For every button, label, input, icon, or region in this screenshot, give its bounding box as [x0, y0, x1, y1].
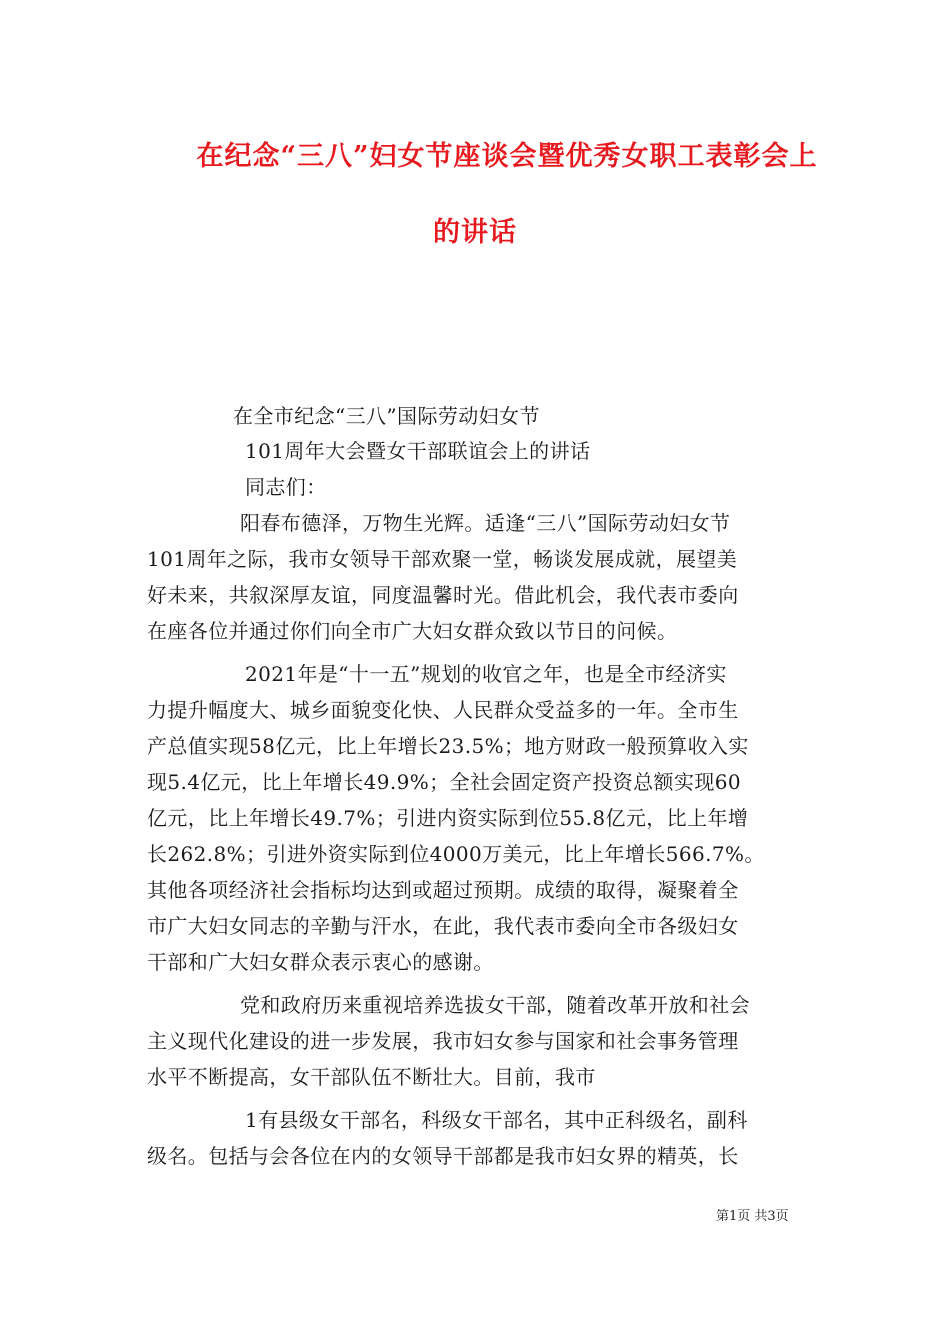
paragraph-4-line-1: 1有县级女干部名，科级女干部名，其中正科级名，副科 [245, 1108, 748, 1132]
document-title-line-2: 的讲话 [433, 217, 517, 248]
paragraph-2-line-6: 长262.8%；引进外资实际到位4000万美元，比上年增长566.7%。 [147, 842, 765, 866]
paragraph-1-line-4: 在座各位并通过你们向全市广大妇女群众致以节日的问候。 [147, 619, 678, 643]
paragraph-2-line-2: 力提升幅度大、城乡面貌变化快、人民群众受益多的一年。全市生 [147, 698, 739, 722]
paragraph-1-line-1: 阳春布德泽，万物生光辉。适逢“三八”国际劳动妇女节 [240, 511, 731, 535]
paragraph-2-line-1: 2021年是“十一五”规划的收官之年，也是全市经济实 [245, 662, 727, 686]
salutation: 同志们： [245, 475, 327, 499]
paragraph-1-line-2: 101周年之际，我市女领导干部欢聚一堂，畅谈发展成就，展望美 [147, 547, 738, 571]
paragraph-2-line-8: 市广大妇女同志的辛勤与汗水，在此，我代表市委向全市各级妇女 [147, 914, 739, 938]
subtitle-line-2: 101周年大会暨女干部联谊会上的讲话 [245, 439, 591, 463]
paragraph-1-line-3: 好未来，共叙深厚友谊，同度温馨时光。借此机会，我代表市委向 [147, 583, 739, 607]
paragraph-2-line-5: 亿元，比上年增长49.7%；引进内资实际到位55.8亿元，比上年增 [147, 806, 749, 830]
page-number-footer: 第1页 共3页 [716, 1209, 789, 1224]
paragraph-3-line-1: 党和政府历来重视培养选拔女干部，随着改革开放和社会 [240, 993, 750, 1017]
paragraph-3-line-3: 水平不断提高，女干部队伍不断壮大。目前，我市 [147, 1065, 596, 1089]
paragraph-2-line-4: 现5.4亿元，比上年增长49.9%；全社会固定资产投资总额实现60 [147, 770, 741, 794]
document-title-line-1: 在纪念“三八”妇女节座谈会暨优秀女职工表彰会上 [196, 141, 818, 172]
paragraph-3-line-2: 主义现代化建设的进一步发展，我市妇女参与国家和社会事务管理 [147, 1029, 739, 1053]
subtitle-line-1: 在全市纪念“三八”国际劳动妇女节 [233, 404, 540, 428]
paragraph-4-line-2: 级名。包括与会各位在内的女领导干部都是我市妇女界的精英，长 [147, 1144, 739, 1168]
paragraph-2-line-9: 干部和广大妇女群众表示衷心的感谢。 [147, 950, 494, 974]
paragraph-2-line-7: 其他各项经济社会指标均达到或超过预期。成绩的取得，凝聚着全 [147, 878, 739, 902]
paragraph-2-line-3: 产总值实现58亿元，比上年增长23.5%；地方财政一般预算收入实 [147, 734, 749, 758]
